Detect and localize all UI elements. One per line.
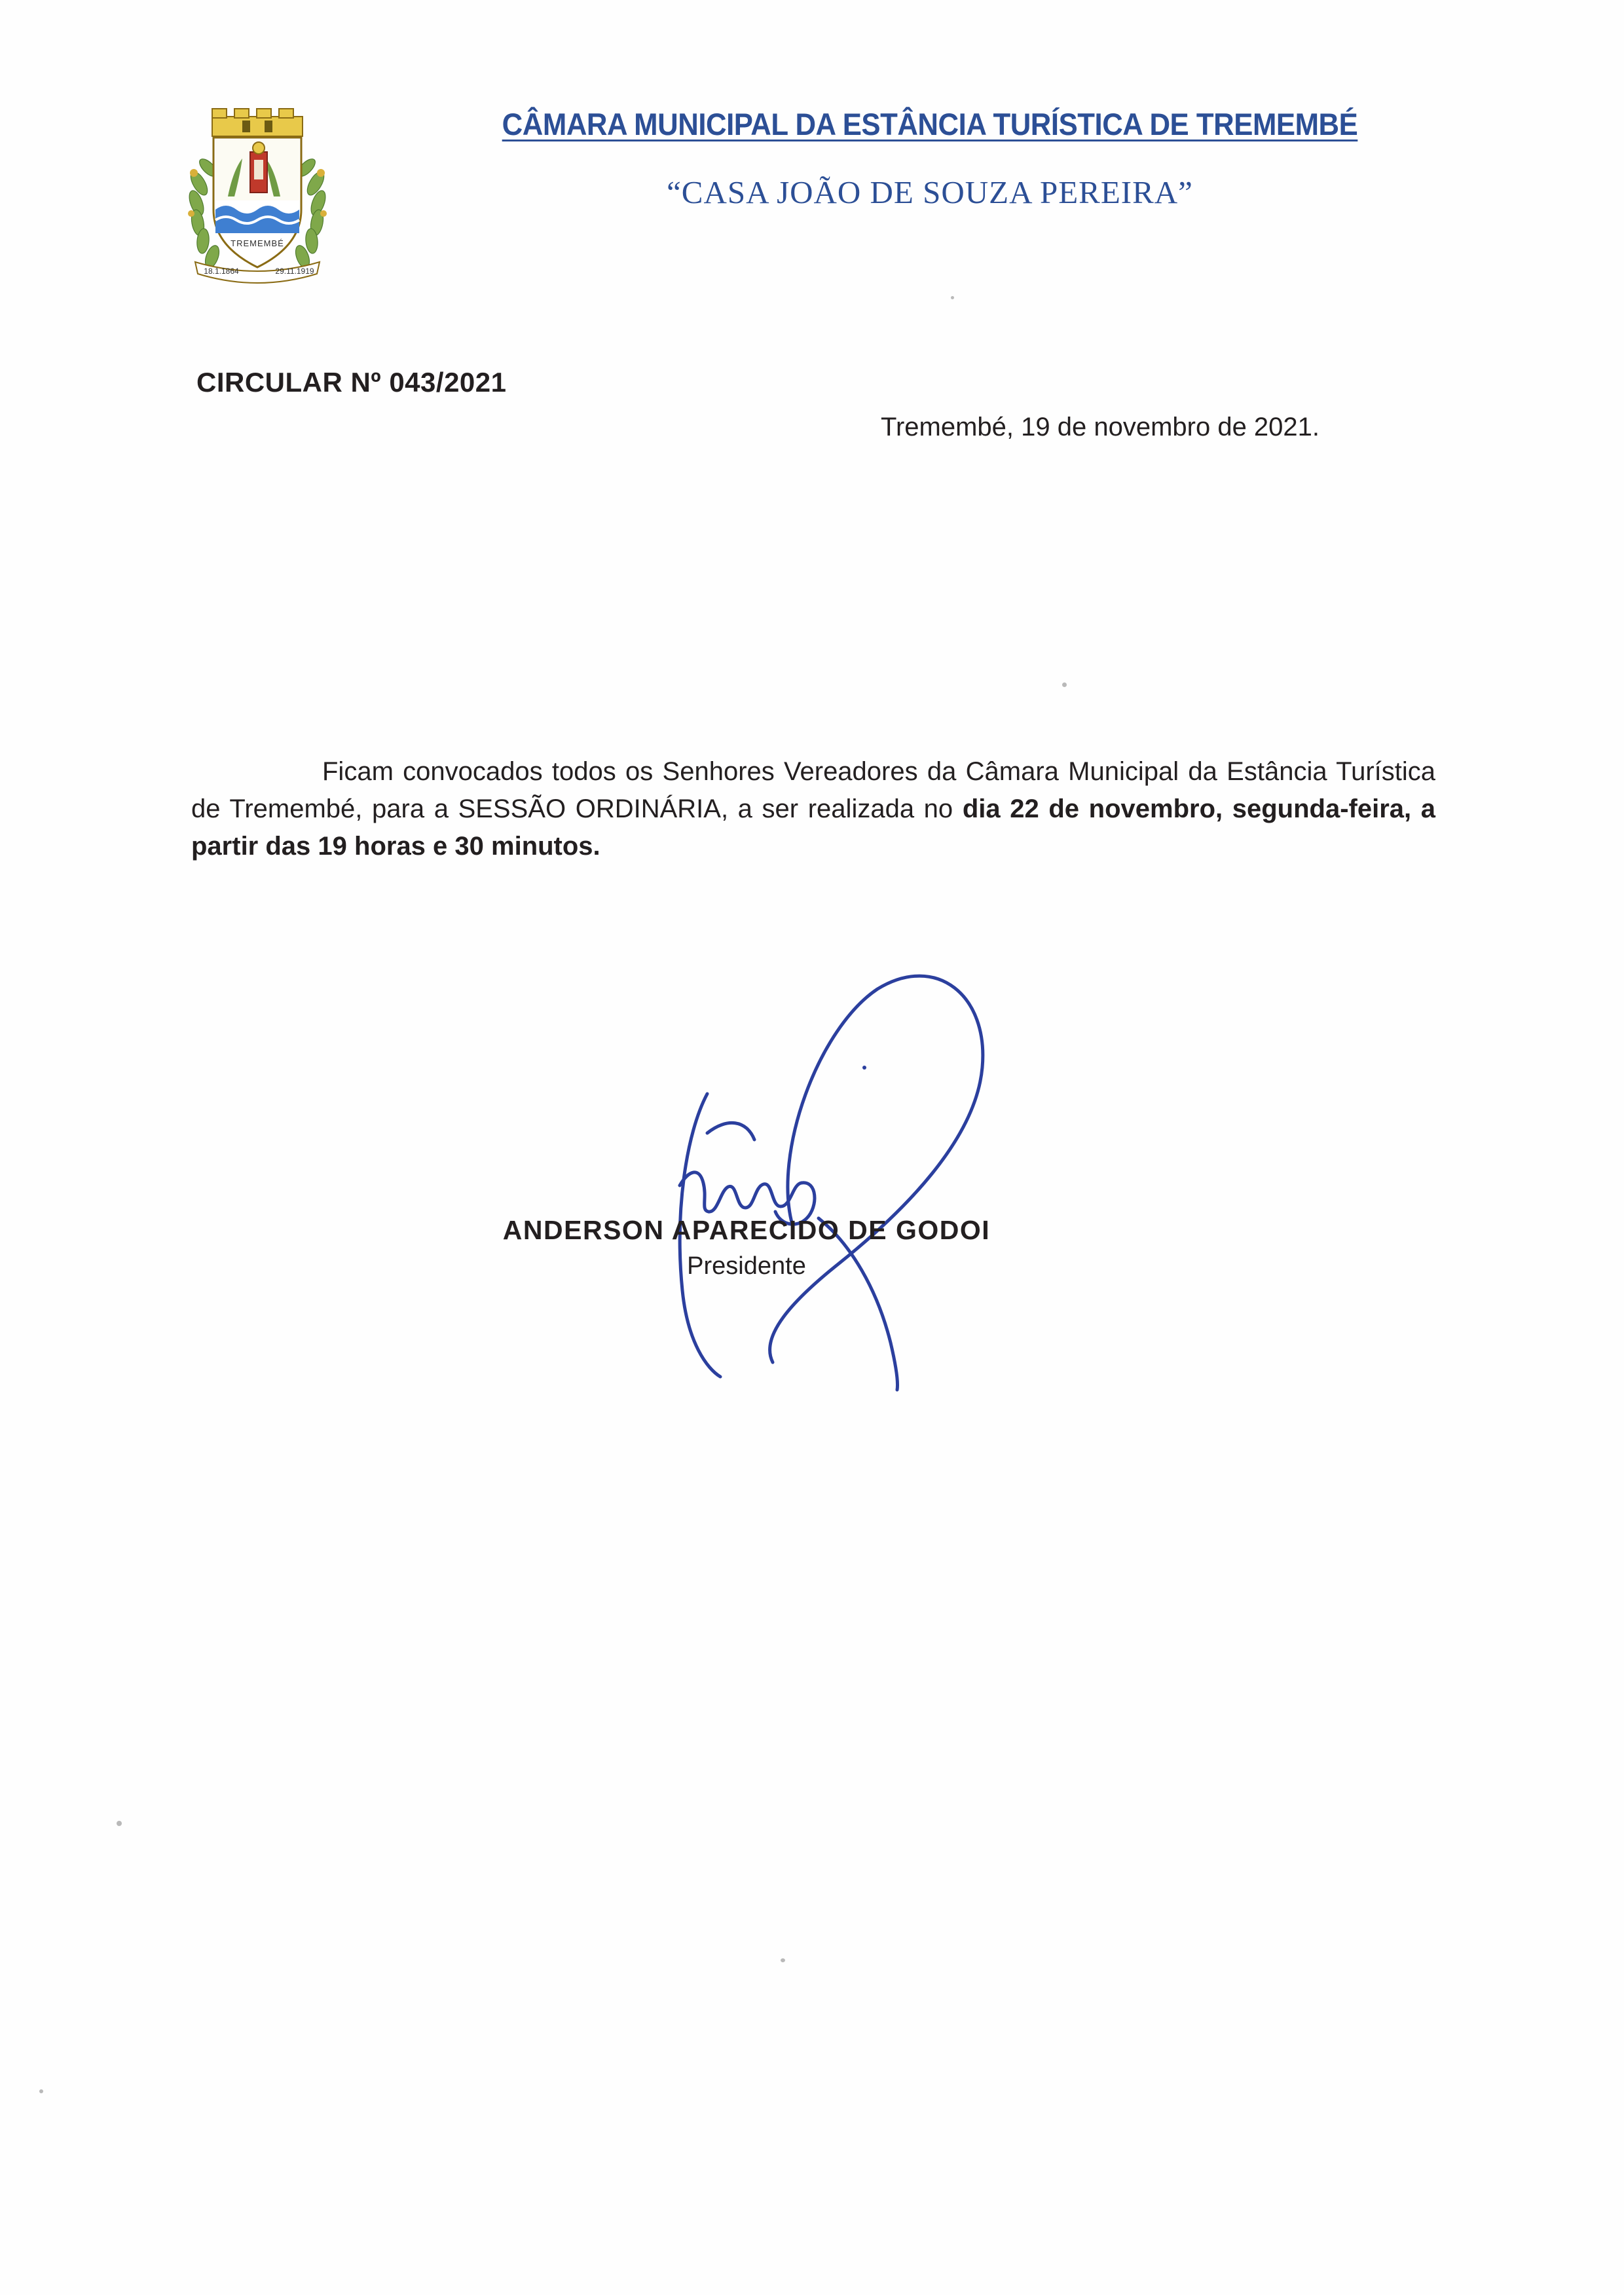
body-text-regular: Ficam convocados todos os Senhores Vereadores da Câmara Municipal da Estância Turística de Tremembé, para a SESSÃO ORDINÁRIA, a ser realizada no <box>191 757 1435 823</box>
coat-of-arms-icon <box>182 105 333 301</box>
svg-text:18.1.1864: 18.1.1864 <box>204 267 239 276</box>
signature-block <box>367 1215 1126 1280</box>
scan-speck <box>951 296 954 299</box>
header-text-block <box>367 106 1493 211</box>
circular-number: CIRCULAR Nº 043/2021 <box>196 367 507 398</box>
scan-speck <box>1062 682 1067 687</box>
scan-speck <box>117 1821 122 1826</box>
body-text-bold: dia 22 de novembro, segunda-feira, a partir das 19 horas e 30 minutos. <box>191 794 1436 861</box>
svg-text:29.11.1919: 29.11.1919 <box>275 267 314 276</box>
signature-image <box>511 937 1100 1395</box>
document-header <box>0 92 1624 308</box>
svg-text:TREMEMBÉ: TREMEMBÉ <box>231 238 284 248</box>
document-date: Tremembé, 19 de novembro de 2021. <box>881 413 1320 441</box>
scan-speck <box>781 1958 785 1962</box>
document-body <box>191 753 1435 865</box>
signer-name: ANDERSON APARECIDO DE GODOI <box>502 1215 991 1245</box>
header-subtitle: “CASA JOÃO DE SOUZA PEREIRA” <box>667 174 1193 210</box>
signer-role: Presidente <box>687 1252 806 1280</box>
page-title: CÂMARA MUNICIPAL DA ESTÂNCIA TURÍSTICA DE TREMEMBÉ <box>502 107 1358 141</box>
scan-speck <box>39 2089 43 2093</box>
